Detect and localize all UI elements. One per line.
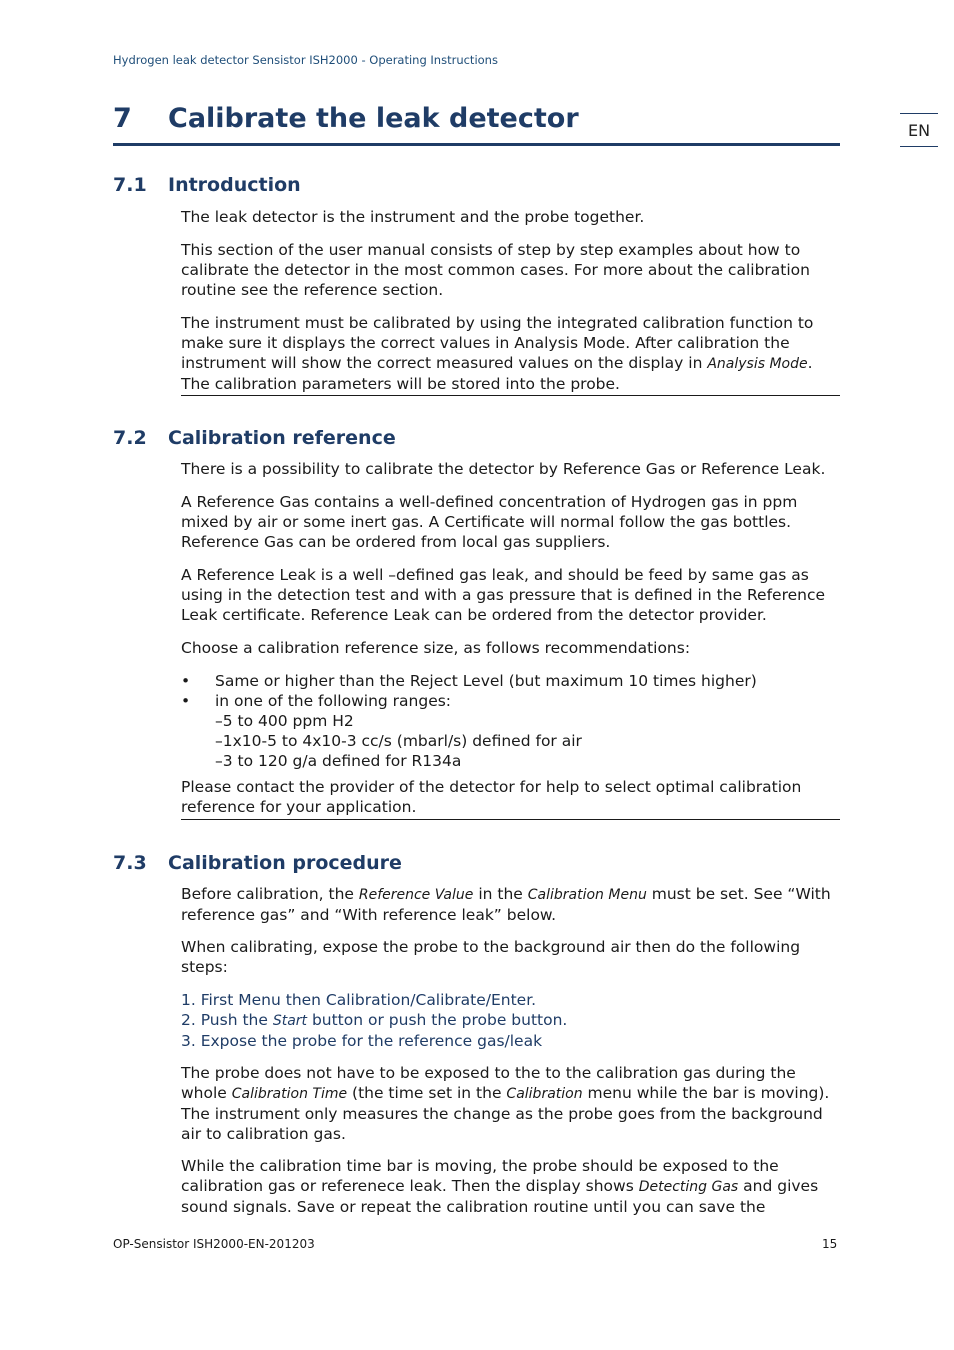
text: button or push the probe button. bbox=[307, 1011, 568, 1029]
language-tab bbox=[900, 113, 938, 147]
step-2 bbox=[181, 1010, 841, 1031]
paragraph: A Reference Gas contains a well-defined concentration of Hydrogen gas in ppm mixed by air or some inert gas. A Certificate will normal follow the gas bottles. Reference Gas can be ordered from local gas suppliers. bbox=[181, 493, 798, 551]
step-3: 3. Expose the probe for the reference gas/leak bbox=[181, 1032, 543, 1050]
text: 2. Push the bbox=[181, 1011, 273, 1029]
text: in the bbox=[473, 885, 528, 903]
range-item: –1x10-5 to 4x10-3 cc/s (mbarl/s) defined for air bbox=[215, 732, 582, 750]
paragraph: Choose a calibration reference size, as follows recommendations: bbox=[181, 639, 691, 657]
footer-document-id: OP-Sensistor ISH2000-EN-201203 bbox=[113, 1237, 315, 1251]
section-title: Introduction bbox=[168, 174, 301, 196]
section-number: 7.1 bbox=[113, 174, 147, 196]
language-tab-label: EN bbox=[907, 121, 931, 140]
text-italic: Analysis Mode bbox=[707, 356, 808, 372]
paragraph: When calibrating, expose the probe to the background air then do the following steps: bbox=[181, 938, 801, 976]
text-italic: Calibration Menu bbox=[527, 887, 647, 903]
paragraph: This section of the user manual consists of step by step examples about how to calibrate the detector in the most common cases. For more about the calibration routine see the reference section. bbox=[181, 241, 810, 299]
paragraph bbox=[181, 1063, 841, 1144]
text-italic: Calibration bbox=[506, 1086, 583, 1102]
paragraph bbox=[181, 884, 841, 925]
numbered-steps bbox=[181, 990, 841, 1051]
section-title: Calibration reference bbox=[168, 427, 396, 449]
paragraph: A Reference Leak is a well –defined gas leak, and should be feed by same gas as using in the detection test and with a gas pressure that is defined in the Reference Leak certificate. Reference Leak can be ordered from the detector provider. bbox=[181, 566, 826, 624]
text: The instrument must be calibrated by using the integrated calibration function to make sure it displays the correct values in Analysis Mode. After calibration the instrument will show the correct measured values on the display in bbox=[181, 314, 814, 372]
bullet-list bbox=[181, 671, 841, 771]
text: must be set. See “With reference gas” and “With reference leak” below. bbox=[181, 885, 831, 924]
paragraph bbox=[181, 1156, 841, 1217]
text-italic: Start bbox=[272, 1013, 308, 1029]
text: and gives sound signals. Save or repeat the calibration routine until you can save the bbox=[181, 1177, 819, 1216]
chapter-title: Calibrate the leak detector bbox=[168, 103, 579, 134]
text-italic: Reference Value bbox=[358, 887, 474, 903]
section-divider bbox=[181, 395, 840, 396]
text: menu while the bar is moving). The instrument only measures the change as the probe goes from the background air to calibration gas. bbox=[181, 1084, 830, 1143]
list-item: • in one of the following ranges: bbox=[181, 691, 841, 711]
section-number: 7.3 bbox=[113, 852, 147, 874]
text: The probe does not have to be exposed to the to the calibration gas during the whole bbox=[181, 1064, 796, 1102]
text-italic: Detecting Gas bbox=[638, 1179, 739, 1195]
chapter-number: 7 bbox=[113, 103, 132, 134]
section-number: 7.2 bbox=[113, 427, 147, 449]
section-title: Calibration procedure bbox=[168, 852, 402, 874]
text: . The calibration parameters will be stored into the probe. bbox=[181, 354, 813, 393]
running-header: Hydrogen leak detector Sensistor ISH2000 - Operating Instructions bbox=[113, 53, 498, 67]
section-divider bbox=[181, 819, 840, 820]
paragraph bbox=[181, 313, 841, 394]
range-item: –5 to 400 ppm H2 bbox=[215, 712, 354, 730]
list-item: • Same or higher than the Reject Level (but maximum 10 times higher) bbox=[181, 671, 841, 691]
paragraph: The leak detector is the instrument and the probe together. bbox=[181, 208, 645, 226]
text: Before calibration, the bbox=[181, 885, 359, 903]
paragraph: There is a possibility to calibrate the detector by Reference Gas or Reference Leak. bbox=[181, 460, 826, 478]
paragraph: Please contact the provider of the detector for help to select optimal calibration reference for your application. bbox=[181, 778, 802, 816]
text-italic: Calibration Time bbox=[231, 1086, 348, 1102]
chapter-heading bbox=[113, 103, 840, 146]
footer-page-number: 15 bbox=[822, 1237, 838, 1251]
text: While the calibration time bar is moving, the probe should be exposed to the calibration gas or referenece leak. Then the display shows bbox=[181, 1157, 779, 1195]
step-1: 1. First Menu then Calibration/Calibrate/Enter. bbox=[181, 991, 537, 1009]
text: (the time set in the bbox=[347, 1084, 507, 1102]
range-item: –3 to 120 g/a defined for R134a bbox=[215, 752, 462, 770]
